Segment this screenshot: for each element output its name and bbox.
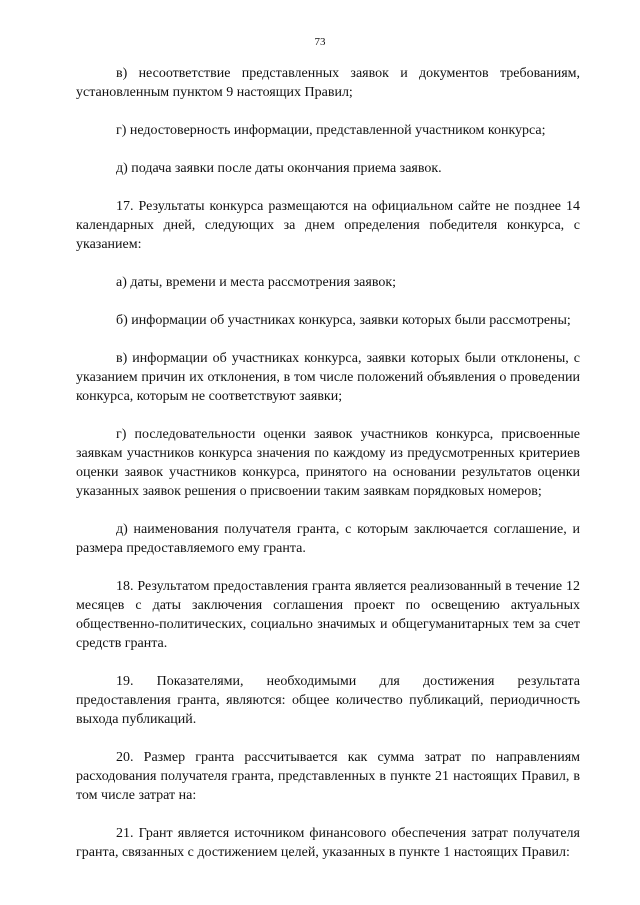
paragraph-item-g-false-info: г) недостоверность информации, представленной участником конкурса; xyxy=(116,123,546,138)
paragraph-17-results: 17. Результаты конкурса размещаются на официальном сайте не позднее 14 календарных дней, следующих за днем определения победителя конкурса, с указанием: xyxy=(76,199,580,252)
paragraph-item-v-nonconformity: в) несоответствие представленных заявок и документов требованиям, установленным пунктом 9 настоящих Правил; xyxy=(76,66,580,100)
paragraph-18-result: 18. Результатом предоставления гранта является реализованный в течение 12 месяцев с даты заключения соглашения проект по освещению актуальных общественно-политических, социально значимых и общегуманитарных тем за счет средств гранта. xyxy=(76,579,580,651)
paragraph-item-v-rejected: в) информации об участниках конкурса, заявки которых были отклонены, с указанием причин их отклонения, в том числе положений объявления о проведении конкурса, которым не соответствуют заявки; xyxy=(76,351,580,404)
paragraph-item-g-sequence: г) последовательности оценки заявок участников конкурса, присвоенные заявкам участников конкурса значения по каждому из предусмотренных критериев оценки заявок участников конкурса, принятого на основании результатов оценки указанных заявок решения о присвоении таким заявкам порядковых номеров; xyxy=(76,427,580,499)
page-number: 73 xyxy=(314,36,326,48)
paragraph-item-b-reviewed: б) информации об участниках конкурса, заявки которых были рассмотрены; xyxy=(116,313,571,328)
paragraph-19-indicators: 19. Показателями, необходимыми для достижения результата предоставления гранта, являются: общее количество публикаций, периодичность выхода публикаций. xyxy=(76,674,580,727)
paragraph-item-d-recipient: д) наименования получателя гранта, с которым заключается соглашение, и размера предоставляемого ему гранта. xyxy=(76,522,580,556)
paragraph-item-a-dates: а) даты, времени и места рассмотрения заявок; xyxy=(116,275,397,290)
paragraph-20-grant-size: 20. Размер гранта рассчитывается как сумма затрат по направлениям расходования получателя гранта, представленных в пункте 21 настоящих Правил, в том числе затрат на: xyxy=(76,750,580,803)
paragraph-21-grant-source: 21. Грант является источником финансового обеспечения затрат получателя гранта, связанных с достижением целей, указанных в пункте 1 настоящих Правил: xyxy=(76,826,580,860)
paragraph-item-d-late-submission: д) подача заявки после даты окончания приема заявок. xyxy=(116,161,442,176)
document-body xyxy=(76,64,580,881)
